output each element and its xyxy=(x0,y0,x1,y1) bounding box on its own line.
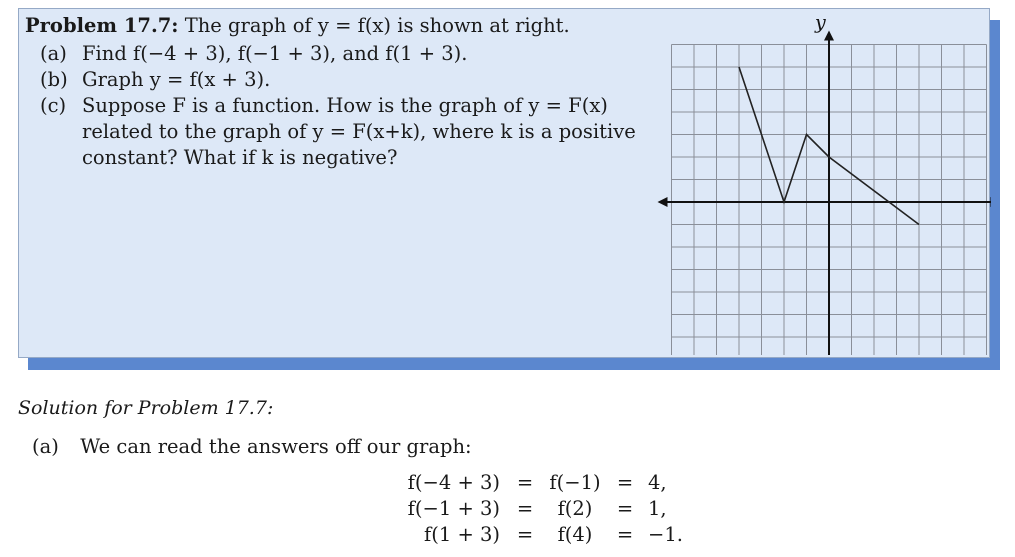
equation-lhs: f(1 + 3) xyxy=(424,523,500,546)
equation-rhs: −1. xyxy=(648,523,683,546)
equals-sign: = xyxy=(616,471,634,494)
problem-number: Problem 17.7: xyxy=(25,14,179,37)
part-c-label: (c) xyxy=(40,94,67,117)
problem-box xyxy=(18,8,990,358)
part-c-line-2: related to the graph of y = F(x+k), where k is a positive xyxy=(82,120,636,143)
part-a xyxy=(25,41,645,67)
equals-sign: = xyxy=(616,523,634,546)
part-a-label: (a) xyxy=(40,42,67,65)
equals-sign: = xyxy=(616,497,634,520)
equation-rhs: 1, xyxy=(648,497,667,520)
equation-mid: f(4) xyxy=(557,523,593,546)
solution-part-a-text: We can read the answers off our graph: xyxy=(80,435,472,458)
equation-lhs: f(−1 + 3) xyxy=(407,497,500,520)
solution-title: Solution for Problem 17.7: xyxy=(18,397,274,419)
equals-sign: = xyxy=(516,523,534,546)
equation-lhs: f(−4 + 3) xyxy=(407,471,500,494)
part-c xyxy=(25,93,645,171)
equation-mid: f(2) xyxy=(557,497,593,520)
equation-rhs: 4, xyxy=(648,471,667,494)
problem-text xyxy=(25,13,645,171)
y-axis-label: y xyxy=(815,15,826,34)
problem-title xyxy=(25,13,645,39)
part-a-text: Find f(−4 + 3), f(−1 + 3), and f(1 + 3). xyxy=(82,42,468,65)
equals-sign: = xyxy=(516,497,534,520)
part-b-text: Graph y = f(x + 3). xyxy=(82,68,271,91)
x-axis-arrow-right-icon xyxy=(991,197,992,207)
function-graph xyxy=(651,15,991,355)
solution-part-a xyxy=(32,434,472,460)
problem-statement: The graph of y = f(x) is shown at right. xyxy=(184,14,570,37)
x-axis-arrow-left-icon xyxy=(658,197,668,207)
equals-sign: = xyxy=(516,471,534,494)
part-b-label: (b) xyxy=(40,68,68,91)
equation-mid: f(−1) xyxy=(549,471,601,494)
part-c-line-3: constant? What if k is negative? xyxy=(82,146,398,169)
part-b xyxy=(25,67,645,93)
part-c-line-1: Suppose F is a function. How is the graph of y = F(x) xyxy=(82,94,608,117)
solution-part-a-label: (a) xyxy=(32,435,59,458)
